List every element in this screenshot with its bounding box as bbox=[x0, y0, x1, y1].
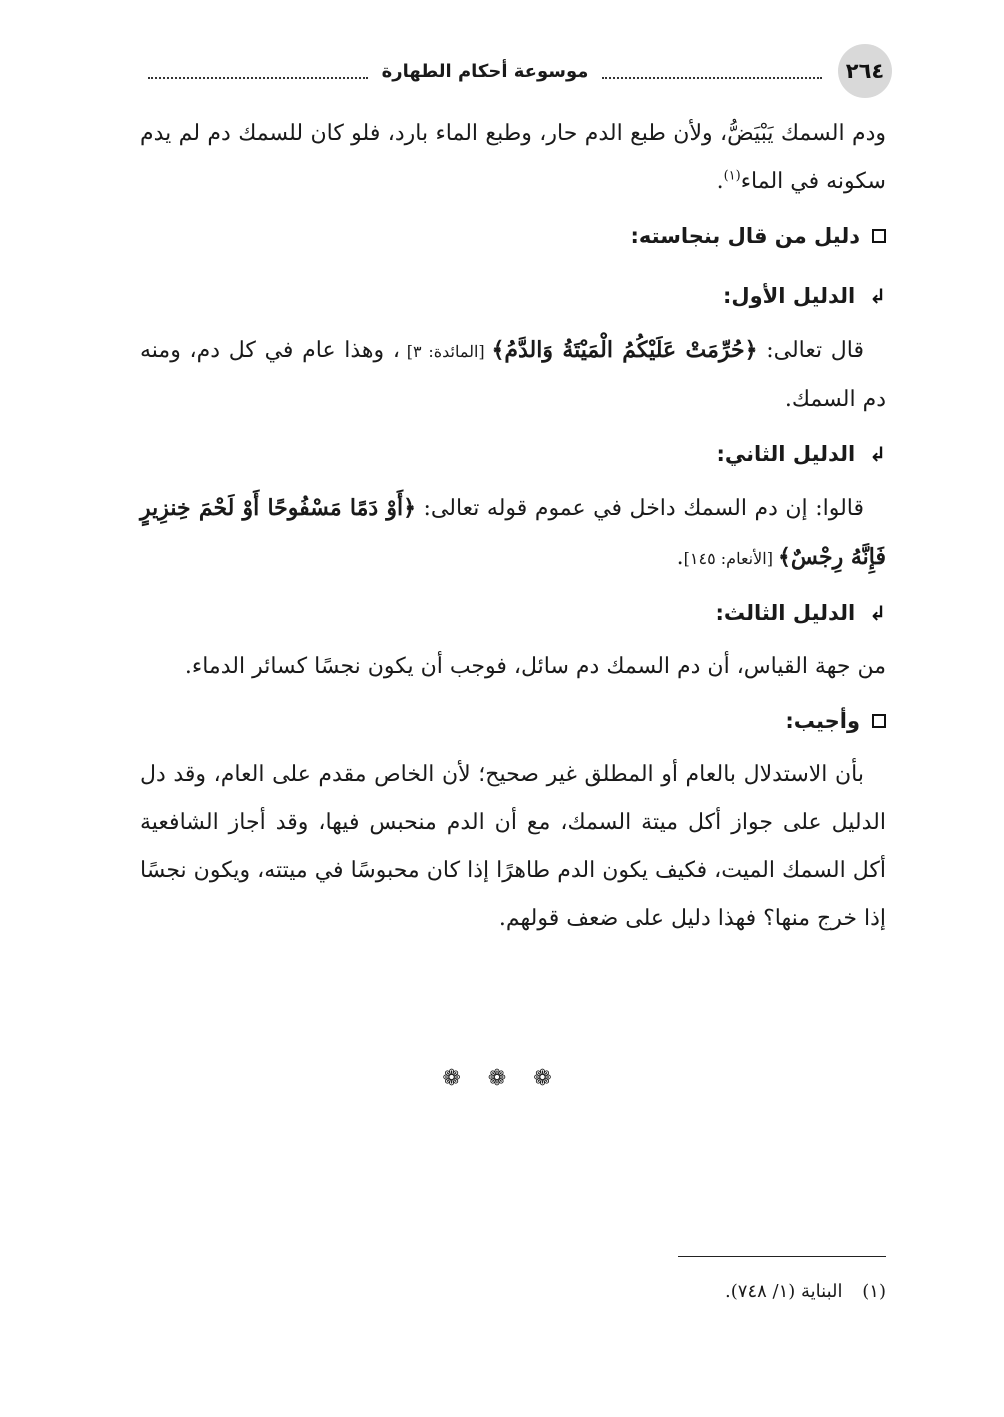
heading-text: الدليل الثالث: bbox=[715, 601, 856, 625]
footnote-number: (١) bbox=[862, 1281, 886, 1302]
verse-reference: [الأنعام: ١٤٥] bbox=[683, 549, 779, 568]
footnote-divider bbox=[678, 1256, 886, 1257]
hooked-arrow-icon: ↲ bbox=[869, 601, 886, 625]
paragraph-lead: قالوا: إن دم السمك داخل في عموم قوله تعالى: bbox=[415, 496, 865, 521]
heading-first-evidence bbox=[140, 266, 886, 326]
heading-answer bbox=[140, 691, 886, 751]
heading-third-evidence bbox=[140, 583, 886, 643]
paragraph-answer: بأن الاستدلال بالعام أو المطلق غير صحيح؛ لأن الخاص مقدم على العام، وقد دل الدليل على جواز أكل ميتة السمك، مع أن الدم منحبس فيها، وقد أجاز الشافعية أكل السمك الميت، فكيف يكون الدم طاهرًا إذا كان محبوسًا في ميتته، ويكون نجسًا إذا خرج منها؟ فهذا دليل على ضعف قولهم. bbox=[140, 762, 886, 931]
checkbox-icon bbox=[872, 714, 886, 728]
footnote-text: البناية (١/ ٧٤٨). bbox=[725, 1281, 843, 1302]
running-title-row bbox=[148, 56, 822, 86]
paragraph-text: ودم السمك يَبْيَضُّ، ولأن طبع الدم حار، وطبع الماء بارد، فلو كان للسمك دم لم يدم سكونه في الماء bbox=[140, 121, 886, 194]
heading-text: الدليل الأول: bbox=[723, 284, 856, 308]
page-number: ٢٦٤ bbox=[838, 44, 892, 98]
quran-verse: ﴿حُرِّمَتْ عَلَيْكُمُ الْمَيْتَةُ وَالدَّمُ﴾ bbox=[491, 337, 758, 363]
heading-second-evidence bbox=[140, 424, 886, 484]
paragraph-third-evidence: من جهة القياس، أن دم السمك دم سائل، فوجب أن يكون نجسًا كسائر الدماء. bbox=[184, 654, 886, 679]
footnote-marker: (١) bbox=[723, 168, 741, 184]
dotted-leader-right bbox=[602, 65, 822, 79]
paragraph-end: . bbox=[716, 169, 724, 194]
quran-verse: ﴿أَوْ دَمًا مَسْفُوحًا أَوْ لَحْمَ خِنزِيرٍ فَإِنَّهُ رِجْسٌ﴾ bbox=[140, 495, 886, 570]
verse-reference: [المائدة: ٣] bbox=[399, 342, 492, 361]
running-title: موسوعة أحكام الطهارة bbox=[381, 60, 589, 82]
paragraph-end: . bbox=[676, 545, 684, 570]
paragraph-rest: ، وهذا عام في كل دم، ومنه دم السمك. bbox=[140, 338, 886, 412]
page-header bbox=[140, 44, 892, 100]
checkbox-icon bbox=[872, 229, 886, 243]
heading-text: الدليل الثاني: bbox=[716, 442, 856, 466]
footnote bbox=[140, 1274, 886, 1310]
main-content bbox=[140, 110, 886, 943]
heading-text: دليل من قال بنجاسته: bbox=[630, 224, 860, 248]
heading-evidence bbox=[140, 206, 886, 266]
paragraph-first-evidence bbox=[140, 326, 886, 424]
hooked-arrow-icon: ↲ bbox=[869, 284, 886, 308]
section-separator-icon: ❁ ❁ ❁ bbox=[442, 1066, 562, 1091]
hooked-arrow-icon: ↲ bbox=[869, 442, 886, 466]
paragraph-lead: قال تعالى: bbox=[757, 338, 864, 363]
paragraph-second-evidence bbox=[140, 484, 886, 583]
heading-text: وأجيب: bbox=[785, 709, 860, 733]
dotted-leader-left bbox=[148, 65, 368, 79]
paragraph-fish-blood bbox=[140, 110, 886, 206]
